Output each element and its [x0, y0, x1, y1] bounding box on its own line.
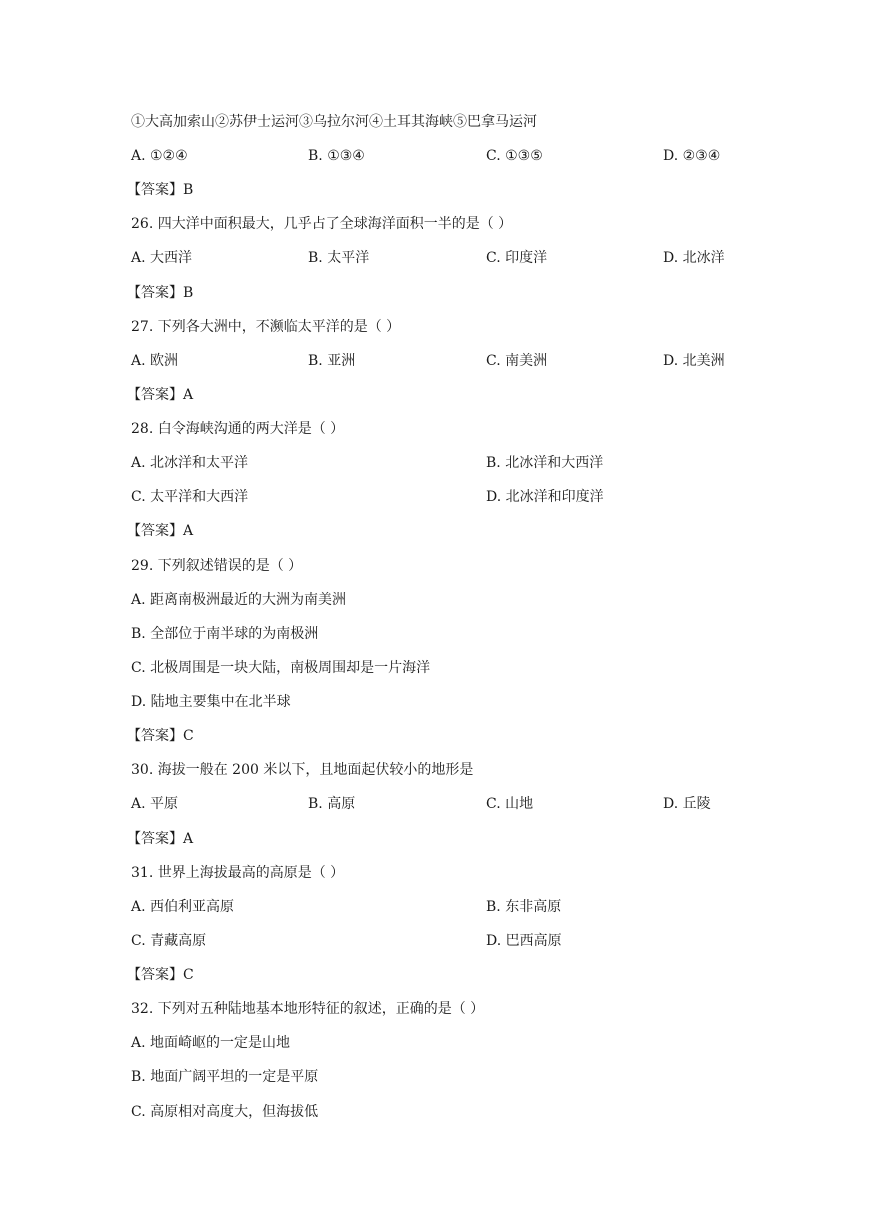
q27-option-a: A. 欧洲: [131, 353, 179, 369]
q30-option-c: C. 山地: [486, 796, 534, 812]
q31-option-b: B. 东非高原: [486, 899, 562, 915]
q30-stem: 30. 海拔一般在 200 米以下，且地面起伏较小的地形是: [131, 762, 474, 778]
q26-option-a: A. 大西洋: [131, 250, 193, 266]
q30-option-d: D. 丘陵: [663, 796, 711, 812]
q26-option-d: D. 北冰洋: [663, 250, 725, 266]
q32-option-a: A. 地面崎岖的一定是山地: [131, 1035, 291, 1051]
q27-option-c: C. 南美洲: [486, 353, 548, 369]
q29-option-b: B. 全部位于南半球的为南极洲: [131, 626, 319, 642]
q31-stem: 31. 世界上海拔最高的高原是（ ）: [131, 865, 345, 881]
q31-option-a: A. 西伯利亚高原: [131, 899, 235, 915]
q26-stem: 26. 四大洋中面积最大，几乎占了全球海洋面积一半的是（ ）: [131, 216, 513, 232]
q28-option-b: B. 北冰洋和大西洋: [486, 455, 604, 471]
q29-stem: 29. 下列叙述错误的是（ ）: [131, 558, 303, 574]
q31-answer: 【答案】C: [127, 967, 194, 983]
q28-stem: 28. 白令海峡沟通的两大洋是（ ）: [131, 421, 345, 437]
q26-option-b: B. 太平洋: [308, 250, 370, 266]
q31-option-d: D. 巴西高原: [486, 933, 562, 949]
q30-answer: 【答案】A: [127, 831, 194, 847]
q32-option-b: B. 地面广阔平坦的一定是平原: [131, 1069, 319, 1085]
q32-stem: 32. 下列对五种陆地基本地形特征的叙述，正确的是（ ）: [131, 1001, 485, 1017]
q29-option-c: C. 北极周围是一块大陆，南极周围却是一片海洋: [131, 660, 431, 676]
q25-answer: 【答案】B: [127, 182, 194, 198]
q26-answer: 【答案】B: [127, 285, 194, 301]
q27-option-b: B. 亚洲: [308, 353, 356, 369]
q27-option-d: D. 北美洲: [663, 353, 725, 369]
q27-stem: 27. 下列各大洲中，不濒临太平洋的是（ ）: [131, 319, 401, 335]
q25-option-c: C. ①③⑤: [486, 148, 543, 164]
q25-items: ①大高加索山②苏伊士运河③乌拉尔河④土耳其海峡⑤巴拿马运河: [131, 114, 537, 130]
q29-answer: 【答案】C: [127, 728, 194, 744]
q28-option-a: A. 北冰洋和太平洋: [131, 455, 249, 471]
q31-option-c: C. 青藏高原: [131, 933, 207, 949]
q25-option-b: B. ①③④: [308, 148, 365, 164]
q28-answer: 【答案】A: [127, 523, 194, 539]
q30-option-a: A. 平原: [131, 796, 179, 812]
q30-option-b: B. 高原: [308, 796, 356, 812]
q28-option-d: D. 北冰洋和印度洋: [486, 489, 604, 505]
q25-option-d: D. ②③④: [663, 148, 721, 164]
q26-option-c: C. 印度洋: [486, 250, 548, 266]
q25-option-a: A. ①②④: [131, 148, 188, 164]
q27-answer: 【答案】A: [127, 387, 194, 403]
q29-option-d: D. 陆地主要集中在北半球: [131, 694, 291, 710]
q28-option-c: C. 太平洋和大西洋: [131, 489, 249, 505]
q29-option-a: A. 距离南极洲最近的大洲为南美洲: [131, 592, 347, 608]
q32-option-c: C. 高原相对高度大，但海拔低: [131, 1104, 319, 1120]
